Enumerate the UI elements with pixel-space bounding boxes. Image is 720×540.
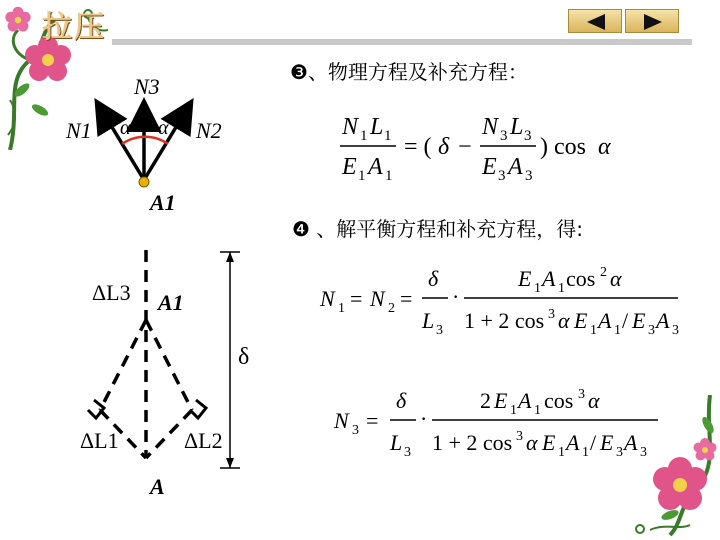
svg-text:1: 1 (358, 168, 366, 184)
svg-text:E: E (342, 154, 357, 180)
svg-text:N: N (334, 408, 349, 433)
node-a1-point (139, 177, 149, 187)
svg-text:E: E (494, 388, 508, 413)
svg-text:α: α (598, 134, 611, 160)
prev-slide-button[interactable] (568, 9, 622, 33)
svg-text:A: A (542, 266, 556, 291)
svg-text:1: 1 (590, 323, 597, 338)
displacement-line-left (100, 320, 146, 410)
svg-text:E: E (482, 154, 497, 180)
equation-n1-n2-solution (318, 262, 688, 342)
svg-text:A: A (598, 308, 612, 333)
svg-text:A: A (656, 308, 670, 333)
label-dl1: ΔL1 (80, 428, 119, 453)
label-alpha-right: α (158, 117, 169, 139)
svg-text:L: L (422, 308, 435, 333)
svg-text:A: A (624, 430, 638, 455)
top-divider-bar (112, 39, 692, 45)
section3-heading (290, 56, 528, 85)
svg-text:N: N (342, 114, 359, 140)
svg-text:) cos: ) cos (540, 134, 586, 160)
triangle-right-icon (626, 10, 680, 34)
svg-text:1: 1 (384, 128, 392, 144)
label-dl2: ΔL2 (184, 428, 223, 453)
svg-text:/: / (590, 430, 597, 455)
svg-text:α: α (610, 266, 622, 291)
svg-text:N: N (482, 114, 499, 140)
svg-text:1: 1 (338, 301, 345, 316)
svg-text:3: 3 (648, 323, 655, 338)
slide-title: 拉压 (42, 10, 106, 45)
triangle-left-icon (569, 10, 623, 34)
svg-text:3: 3 (672, 323, 679, 338)
svg-text:N: N (370, 286, 385, 311)
svg-text:3: 3 (516, 429, 523, 444)
label-dl3: ΔL3 (92, 280, 131, 305)
svg-text:A: A (566, 430, 580, 455)
next-slide-button[interactable] (625, 9, 679, 33)
svg-text:δ: δ (396, 388, 407, 413)
svg-text:=: = (366, 408, 379, 433)
svg-text:N: N (320, 286, 335, 311)
svg-text:3: 3 (640, 445, 647, 460)
svg-text:3: 3 (498, 168, 506, 184)
label-n1: N1 (66, 118, 92, 143)
svg-text:E: E (542, 430, 556, 455)
svg-text:1 + 2 cos: 1 + 2 cos (432, 430, 513, 455)
svg-text:2: 2 (600, 265, 607, 280)
label-a-bottom: A (150, 474, 165, 499)
label-n3: N3 (134, 74, 160, 99)
right-angle-mark-left (88, 400, 104, 418)
svg-text:3: 3 (616, 445, 623, 460)
equation-n3-solution (332, 384, 672, 464)
svg-text:α: α (558, 308, 570, 333)
svg-text:3: 3 (524, 128, 532, 144)
svg-text:1: 1 (534, 281, 541, 296)
svg-text:·: · (420, 406, 428, 431)
section4-marker: ❹ (292, 217, 310, 241)
svg-text:−: − (458, 134, 472, 160)
svg-text:E: E (518, 266, 532, 291)
svg-text:α: α (526, 430, 538, 455)
svg-text:3: 3 (500, 128, 508, 144)
svg-text:1: 1 (385, 168, 393, 184)
svg-text:α: α (588, 388, 600, 413)
force-diagram (60, 70, 240, 220)
svg-text:1: 1 (360, 128, 368, 144)
equation-compatibility (330, 108, 630, 188)
svg-text:2: 2 (480, 388, 491, 413)
svg-text:3: 3 (525, 168, 533, 184)
svg-text:=: = (350, 286, 363, 311)
svg-text:1: 1 (534, 403, 541, 418)
svg-text:δ: δ (428, 266, 439, 291)
svg-text:2: 2 (388, 301, 395, 316)
svg-text:A: A (508, 154, 523, 180)
svg-text:cos: cos (544, 388, 574, 413)
svg-text:cos: cos (566, 266, 596, 291)
svg-text:E: E (574, 308, 588, 333)
svg-text:δ: δ (438, 134, 450, 160)
svg-text:1: 1 (558, 281, 565, 296)
svg-text:3: 3 (548, 307, 555, 322)
svg-text:1: 1 (510, 403, 517, 418)
svg-text:= (: = ( (404, 134, 432, 160)
label-delta: δ (238, 344, 250, 370)
svg-text:A: A (518, 388, 532, 413)
section3-marker: ❸ (290, 60, 308, 84)
svg-text:1 + 2 cos: 1 + 2 cos (464, 308, 545, 333)
label-a1-bottom: A1 (158, 290, 184, 315)
displacement-line-right (146, 320, 192, 410)
label-alpha-left: α (120, 117, 131, 139)
svg-text:L: L (370, 114, 384, 140)
svg-text:L: L (510, 114, 524, 140)
label-a1-top: A1 (150, 190, 176, 215)
displacement-diagram (70, 240, 260, 500)
svg-text:A: A (368, 154, 383, 180)
svg-text:1: 1 (582, 445, 589, 460)
svg-text:1: 1 (558, 445, 565, 460)
section3-text: 、物理方程及补充方程： (307, 60, 528, 84)
section4-heading (292, 213, 583, 242)
svg-text:E: E (632, 308, 646, 333)
section4-text: 、解平衡方程和补充方程，得: (309, 217, 584, 241)
svg-text:3: 3 (352, 423, 359, 438)
svg-text:3: 3 (578, 387, 585, 402)
svg-text:/: / (622, 308, 629, 333)
svg-text:3: 3 (404, 445, 411, 460)
svg-text:3: 3 (436, 323, 443, 338)
svg-text:·: · (452, 284, 460, 309)
label-n2: N2 (196, 118, 222, 143)
svg-text:1: 1 (614, 323, 621, 338)
svg-text:=: = (400, 286, 413, 311)
svg-text:E: E (600, 430, 614, 455)
svg-text:L: L (390, 430, 403, 455)
force-vector-n1 (98, 104, 144, 180)
